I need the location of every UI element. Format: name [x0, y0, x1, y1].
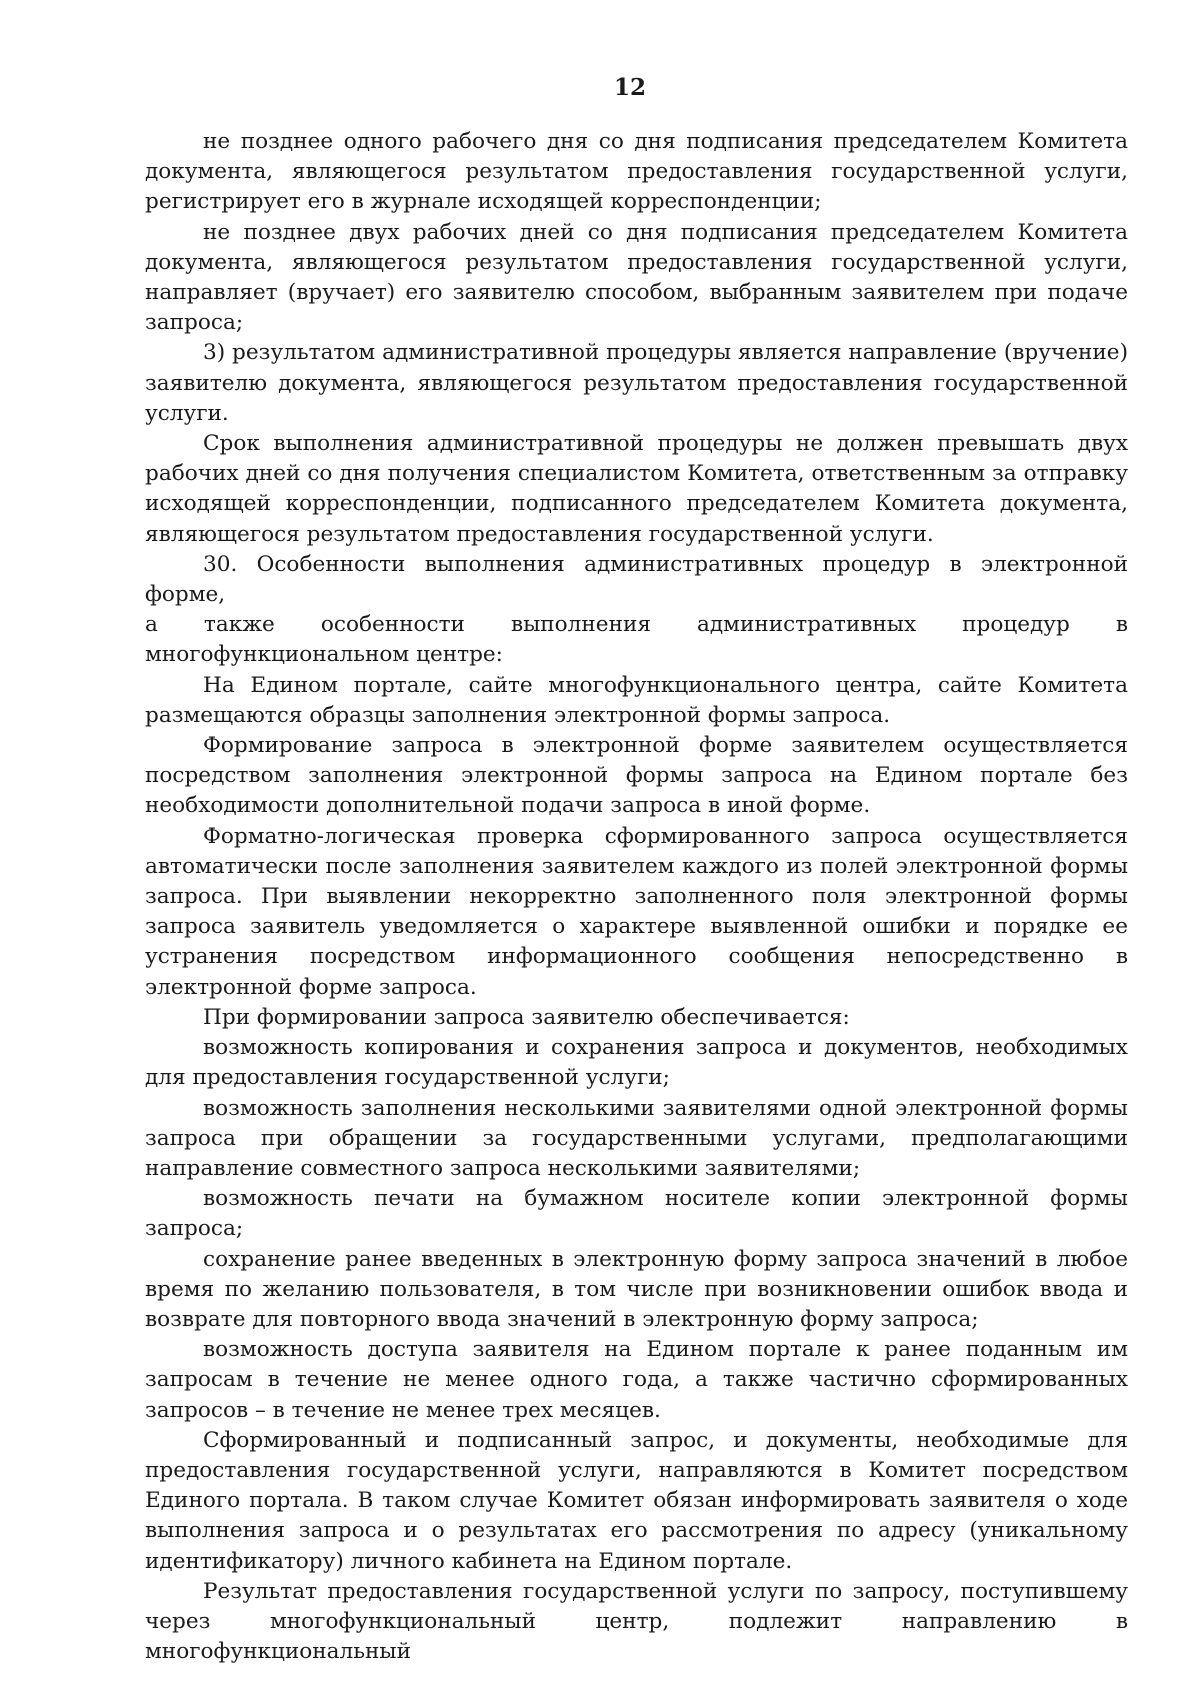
paragraph: возможность доступа заявителя на Едином портале к ранее поданным им запросам в течение не менее одного года, а также частично сформированных запросов – в течение не менее трех месяцев. — [145, 1337, 1128, 1423]
paragraph: На Едином портале, сайте многофункционального центра, сайте Комитета размещаются образцы заполнения электронной формы запроса. — [145, 672, 1128, 728]
paragraph: возможность заполнения несколькими заявителями одной электронной формы запроса при обращении за государственными услугами, предполагающими направление совместного запроса несколькими заявителями; — [145, 1095, 1128, 1181]
paragraph-line: многофункциональном центре: — [145, 642, 503, 668]
paragraph: Форматно-логическая проверка сформированного запроса осуществляется автоматически после заполнения заявителем каждого из полей электронной формы запроса. При выявлении некорректно заполненного поля электронной формы запроса заявитель уведомляется о характере выявленной ошибки и порядке ее устранения посредством информационного сообщения непосредственно в электронной форме запроса. — [145, 823, 1128, 1000]
paragraph: Сформированный и подписанный запрос, и документы, необходимые для предоставления государственной услуги, направляются в Комитет посредством Единого портала. В таком случае Комитет обязан информировать заявителя о ходе выполнения запроса и о результатах его рассмотрения по адресу (уникальному идентификатору) личного кабинета на Едином портале. — [145, 1427, 1128, 1574]
paragraph: сохранение ранее введенных в электронную форму запроса значений в любое время по желанию пользователя, в том числе при возникновении ошибок ввода и возврате для повторного ввода значений в электронную форму запроса; — [145, 1246, 1128, 1332]
paragraph: При формировании запроса заявителю обеспечивается: — [203, 1004, 850, 1030]
paragraph: 3) результатом административной процедуры является направление (вручение) заявителю документа, являющегося результатом предоставления государственной услуги. — [145, 340, 1128, 426]
paragraph-line: а также особенности выполнения административных процедур в — [145, 612, 1128, 638]
paragraph: не позднее одного рабочего дня со дня подписания председателем Комитета документа, являющегося результатом предоставления государственной услуги, регистрирует его в журнале исходящей корреспонденции; — [145, 129, 1128, 215]
paragraph: Срок выполнения административной процедуры не должен превышать двух рабочих дней со дня получения специалистом Комитета, ответственным за отправку исходящей корреспонденции, подписанного председателем Комитета документа, являющегося результатом предоставления государственной услуги. — [145, 431, 1128, 547]
paragraph: не позднее двух рабочих дней со дня подписания председателем Комитета документа, являющегося результатом предоставления государственной услуги, направляет (вручает) его заявителю способом, выбранным заявителем при подаче запроса; — [145, 219, 1128, 336]
paragraph: Результат предоставления государственной услуги по запросу, поступившему через многофункциональный центр, подлежит направлению в многофункциональный — [145, 1578, 1128, 1665]
paragraph: Формирование запроса в электронной форме заявителем осуществляется посредством заполнения электронной формы запроса на Едином портале без необходимости дополнительной подачи запроса в иной форме. — [145, 733, 1128, 819]
paragraph: возможность копирования и сохранения запроса и документов, необходимых для предоставления государственной услуги; — [145, 1035, 1128, 1091]
paragraph-line: 30. Особенности выполнения административных процедур в электронной форме, — [145, 551, 1128, 608]
paragraph: возможность печати на бумажном носителе копии электронной формы запроса; — [145, 1186, 1128, 1242]
document-body — [145, 127, 1128, 1667]
page-number: 12 — [613, 74, 646, 101]
